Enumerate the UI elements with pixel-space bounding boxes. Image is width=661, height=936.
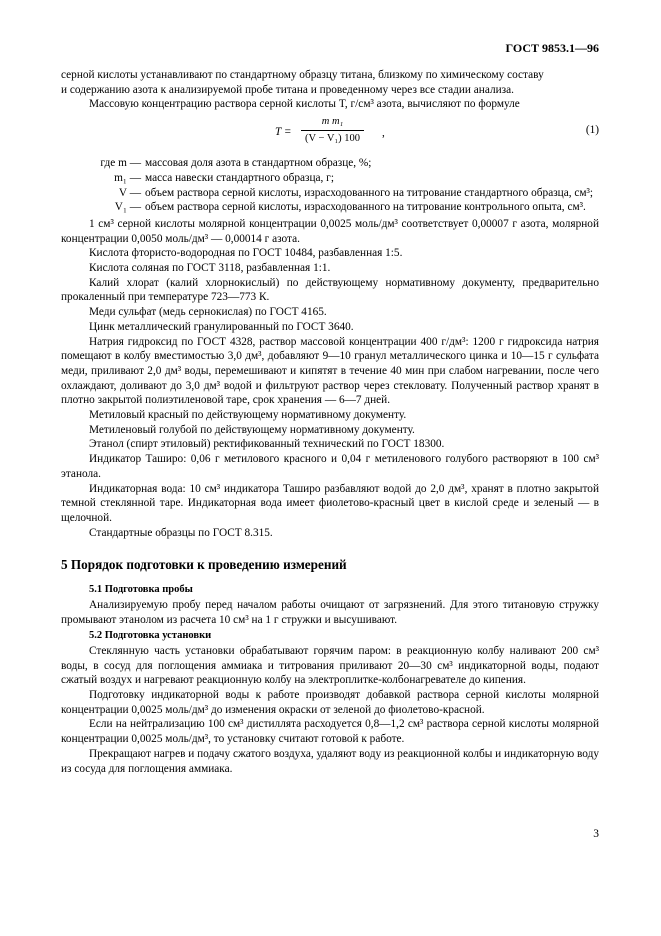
- paragraph: Анализируемую пробу перед началом работы очищают от загрязнений. Для этого титановую стружку промывают этанолом из расчета 10 см³ на 1 г стружки и высушивают.: [61, 598, 599, 626]
- definition-symbol: m₁ —: [114, 171, 141, 184]
- formula-number: (1): [585, 124, 599, 137]
- formula-comma: ,: [382, 127, 385, 140]
- definition-symbol: где m —: [100, 157, 141, 170]
- definition-item: [61, 171, 599, 186]
- paragraph: Цинк металлический гранулированный по ГОСТ 3640.: [89, 320, 354, 333]
- formula-denominator: (V − V₁) 100: [301, 130, 364, 147]
- definition-symbol: V —: [118, 186, 141, 199]
- definition-symbol: V₁ —: [114, 201, 141, 214]
- formula-fraction: [301, 115, 364, 146]
- page-number: 3: [593, 828, 599, 840]
- intro-line: серной кислоты устанавливают по стандартному образцу титана, близкому по химическому составу: [61, 69, 544, 81]
- formula-definitions: [61, 156, 599, 215]
- definition-text: объем раствора серной кислоты, израсходованного на титрование стандартного образца, см³;: [145, 186, 594, 199]
- subsection-heading: 5.1 Подготовка пробы: [89, 584, 193, 596]
- definition-text: объем раствора серной кислоты, израсходованного на титрование контрольного опыта, см³.: [145, 201, 586, 214]
- document-code-header: ГОСТ 9853.1—96: [505, 41, 599, 55]
- intro-line: Массовую концентрацию раствора серной кислоты T, г/см³ азота, вычисляют по формуле: [89, 98, 520, 111]
- definition-text: массовая доля азота в стандартном образце, %;: [145, 157, 372, 170]
- definition-text: масса навески стандартного образца, г;: [145, 171, 334, 184]
- paragraph: Метиловый красный по действующему нормативному документу.: [89, 409, 407, 422]
- paragraph: Индикатор Таширо: 0,06 г метилового красного и 0,04 г метиленового голубого растворяют в 100 см³ этанола.: [61, 453, 599, 480]
- definition-item: [61, 200, 599, 215]
- paragraph: Этанол (спирт этиловый) ректификованный технический по ГОСТ 18300.: [89, 438, 445, 451]
- document-body: [61, 68, 599, 776]
- definition-item: [61, 186, 599, 201]
- formula-1: [61, 115, 599, 151]
- formula-numerator: m m₁: [321, 116, 344, 128]
- section-heading: 5 Порядок подготовки к проведению измерений: [61, 557, 347, 573]
- paragraph: 1 см³ серной кислоты молярной концентрации 0,0025 моль/дм³ соответствует 0,00007 г азота, молярной концентрации 0,0050 моль/дм³ — 0,00014 г азота.: [61, 217, 599, 245]
- paragraph: Подготовку индикаторной воды к работе производят добавкой раствора серной кислоты молярной концентрации 0,0025 моль/дм³ до изменения окраски от зеленой до фиолетово-красной.: [61, 689, 599, 716]
- paragraph: Стандартные образцы по ГОСТ 8.315.: [89, 526, 273, 539]
- subsection-heading: 5.2 Подготовка установки: [89, 630, 212, 642]
- paragraph: Калий хлорат (калий хлорнокислый) по действующему нормативному документу, предварительно прокаленный при температуре 723—773 К.: [61, 276, 599, 304]
- formula-lhs: T =: [275, 126, 292, 139]
- paragraph: Натрия гидроксид по ГОСТ 4328, раствор массовой концентрации 400 г/дм³: 1200 г гидроксида натрия помещают в колбу вместимостью 3,0 дм³, добавляют 9—10 гранул металлического цинка и 10—15 г сульфата меди, приливают 2,0 дм³ воды, перемешивают и кипятят в течение 40 мин при слабом нагревании, после чего охлаждают, доливают до 3,0 дм³ водой и фильтруют раствор через стекловату. Полученный раствор хранят в плотно закрытой полиэтиленовой таре, срок хранения — 6—7 дней.: [61, 335, 599, 407]
- paragraph: Индикаторная вода: 10 см³ индикатора Таширо разбавляют водой до 2,0 дм³, хранят в плотно закрытой темной стеклянной таре. Индикаторная вода имеет фиолетово-красный цвет в кислой среде и зеленый — в щелочной.: [61, 482, 599, 524]
- paragraph: Кислота соляная по ГОСТ 3118, разбавленная 1:1.: [89, 262, 331, 275]
- paragraph: Прекращают нагрев и подачу сжатого воздуха, удаляют воду из реакционной колбы и индикаторную воду из сосуда для поглощения аммиака.: [61, 747, 599, 775]
- paragraph: Меди сульфат (медь сернокислая) по ГОСТ 4165.: [89, 306, 327, 319]
- paragraph: Если на нейтрализацию 100 см³ дистиллята расходуется 0,8—1,2 см³ раствора серной кислоты молярной концентрации 0,0025 моль/дм³, то установку считают готовой к работе.: [61, 718, 599, 746]
- paragraph: Метиленовый голубой по действующему нормативному документу.: [89, 423, 415, 436]
- paragraph: Кислота фтористо-водородная по ГОСТ 10484, разбавленная 1:5.: [89, 247, 403, 260]
- paragraph: Стеклянную часть установки обрабатывают горячим паром: в реакционную колбу наливают 200 см³ воды, в сосуд для поглощения аммиака и титрования приливают 20—30 см³ индикаторной воды, подают сжатый воздух и нагревают реакционную колбу на электроплитке-колбонагревателе до кипения.: [61, 644, 599, 687]
- intro-line: и содержанию азота к анализируемой пробе титана и проведенному через все стадии анализа.: [61, 83, 514, 96]
- definition-item: [61, 156, 599, 171]
